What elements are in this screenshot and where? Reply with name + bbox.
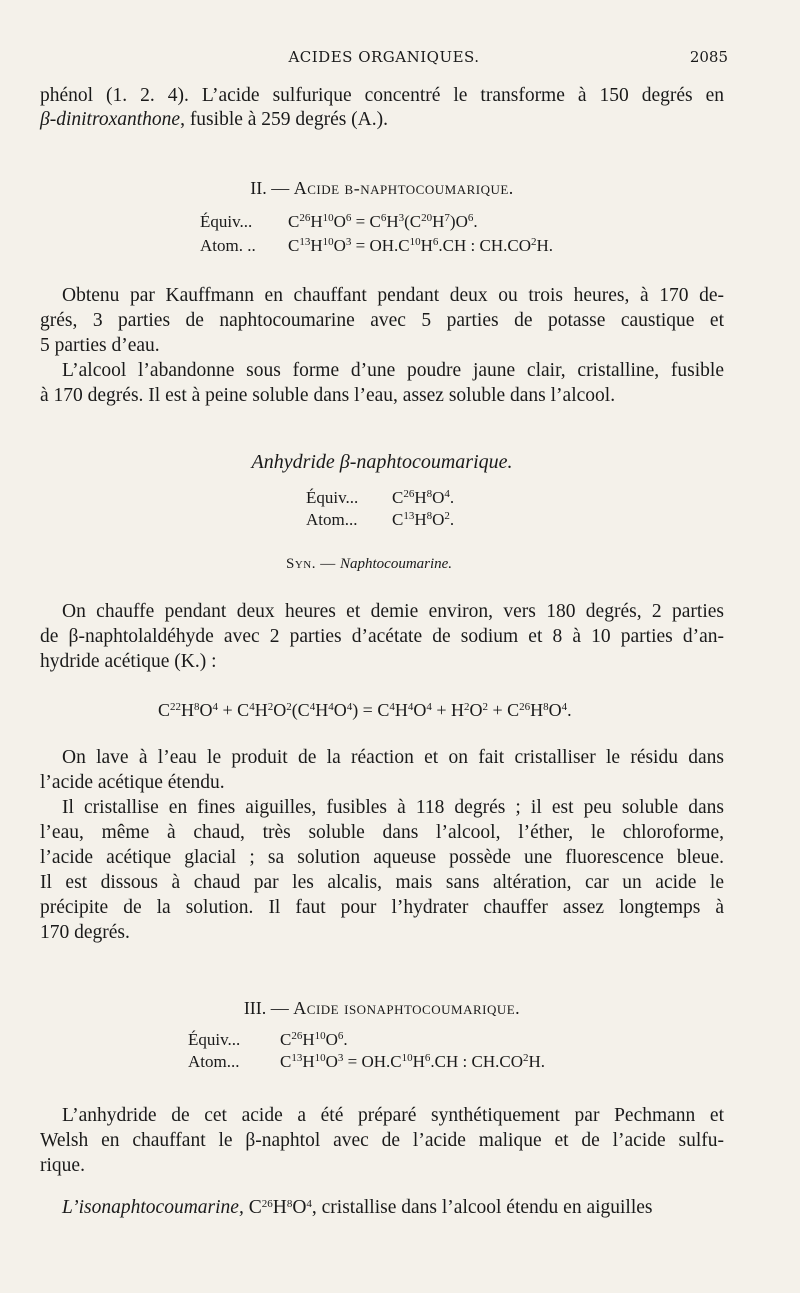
formula-value: $C^{13}H^8O^2$. bbox=[392, 510, 455, 529]
formula-atom bbox=[188, 1052, 545, 1072]
compound-name: L’isonaphtocoumarine, bbox=[62, 1197, 244, 1218]
compound-name: β-dinitroxanthone bbox=[40, 109, 181, 130]
text-line: 5 parties d’eau. bbox=[40, 335, 160, 356]
running-title: ACIDES ORGANIQUES. bbox=[288, 48, 480, 66]
formula-label: Équiv... bbox=[306, 488, 359, 507]
synonym-line bbox=[286, 554, 452, 574]
text-line: Il est dissous à chaud par les alcalis, mais sans altération, car un acide le bbox=[40, 872, 724, 893]
formula-label: Équiv... bbox=[200, 212, 253, 231]
text-line: L’alcool l’abandonne sous forme d’une poudre jaune clair, cristalline, fusible bbox=[62, 360, 724, 381]
section-title: Acide β-naphtocoumarique. bbox=[293, 178, 514, 198]
section-heading bbox=[40, 176, 724, 200]
formula-label: Équiv... bbox=[188, 1030, 241, 1049]
text-line: l’acide acétique glacial ; sa solution aqueuse possède une fluorescence bleue. bbox=[40, 847, 724, 868]
text-line: de β-naphtolaldéhyde avec 2 parties d’acétate de sodium et 8 à 10 parties d’an- bbox=[40, 626, 724, 647]
subsection-title-text: Anhydride β-naphtocoumarique. bbox=[251, 451, 513, 473]
text-line: L’anhydride de cet acide a été préparé synthétiquement par Pechmann et bbox=[62, 1105, 724, 1126]
text-line: Il cristallise en fines aiguilles, fusibles à 118 degrés ; il est peu soluble dans bbox=[62, 797, 724, 818]
text-line bbox=[62, 1196, 724, 1220]
text-line: Obtenu par Kauffmann en chauffant pendant deux ou trois heures, à 170 de- bbox=[62, 285, 724, 306]
text-line: phénol (1. 2. 4). L’acide sulfurique concentré le transforme à 150 degrés en bbox=[40, 85, 724, 106]
reaction-equation: $C^{22}H^8O^4 + C^4H^2O^2(C^4H^4O^4) = C^4H^4O^4 + H^2O^2 + C^{26}H^8O^4$. bbox=[158, 700, 572, 720]
text-line: grés, 3 parties de naphtocoumarine avec 5 parties de potasse caustique et bbox=[40, 310, 724, 331]
text-line: On lave à l’eau le produit de la réaction et on fait cristalliser le résidu dans bbox=[62, 747, 724, 768]
synonym-label: Syn. — bbox=[286, 556, 340, 572]
formula-atom bbox=[200, 236, 553, 256]
section-number: III. — bbox=[243, 998, 294, 1018]
text-line: On chauffe pendant deux heures et demie environ, vers 180 degrés, 2 parties bbox=[62, 601, 724, 622]
section-heading bbox=[40, 996, 724, 1020]
formula-equiv bbox=[188, 1030, 348, 1050]
text-line: à 170 degrés. Il est à peine soluble dans l’eau, assez soluble dans l’alcool. bbox=[40, 385, 616, 406]
text-fragment: , fusible à 259 degrés (A.). bbox=[180, 109, 389, 130]
formula-value: $C^{26}H^{10}O^6 = C^6H^3(C^{20}H^7)O^6$. bbox=[288, 212, 478, 231]
formula-value: $C^{13}H^{10}O^3 = OH.C^{10}H^6.CH$ : $CH.CO^2H$. bbox=[280, 1052, 546, 1071]
text-line: précipite de la solution. Il faut pour l’hydrater chauffer assez longtemps à bbox=[40, 897, 724, 918]
formula-equiv bbox=[200, 212, 478, 232]
formula-label: Atom... bbox=[306, 510, 358, 529]
text-line: rique. bbox=[40, 1155, 85, 1176]
formula-inline: $C^{26}H^8O^4$, bbox=[243, 1197, 317, 1218]
formula-value: $C^{26}H^{10}O^6$. bbox=[280, 1030, 348, 1049]
formula-value: $C^{26}H^8O^4$. bbox=[392, 488, 455, 507]
text-line: Welsh en chauffant le β-naphtol avec de l’acide malique et de l’acide sulfu- bbox=[40, 1130, 724, 1151]
formula-equiv bbox=[306, 488, 454, 508]
formula-value: $C^{13}H^{10}O^3 = OH.C^{10}H^6.CH$ : $CH.CO^2H$. bbox=[288, 236, 554, 255]
text-line: l’acide acétique étendu. bbox=[40, 772, 225, 793]
formula-atom bbox=[306, 510, 454, 530]
text-line: 170 degrés. bbox=[40, 922, 130, 943]
text-fragment: cristallise dans l’alcool étendu en aiguilles bbox=[316, 1197, 653, 1218]
text-line bbox=[40, 108, 724, 132]
running-header bbox=[40, 48, 728, 72]
formula-label: Atom... bbox=[188, 1052, 240, 1071]
section-number: II. — bbox=[250, 178, 294, 198]
text-line: hydride acétique (K.) : bbox=[40, 651, 217, 672]
section-title: Acide isonaphtocoumarique. bbox=[293, 998, 521, 1018]
text-line: l’eau, même à chaud, très soluble dans l’alcool, l’éther, le chloroforme, bbox=[40, 822, 724, 843]
formula-label: Atom. .. bbox=[200, 236, 256, 255]
page-number: 2085 bbox=[689, 48, 728, 66]
subsection-title bbox=[40, 450, 724, 474]
synonym-value: Naphtocoumarine. bbox=[339, 556, 453, 572]
